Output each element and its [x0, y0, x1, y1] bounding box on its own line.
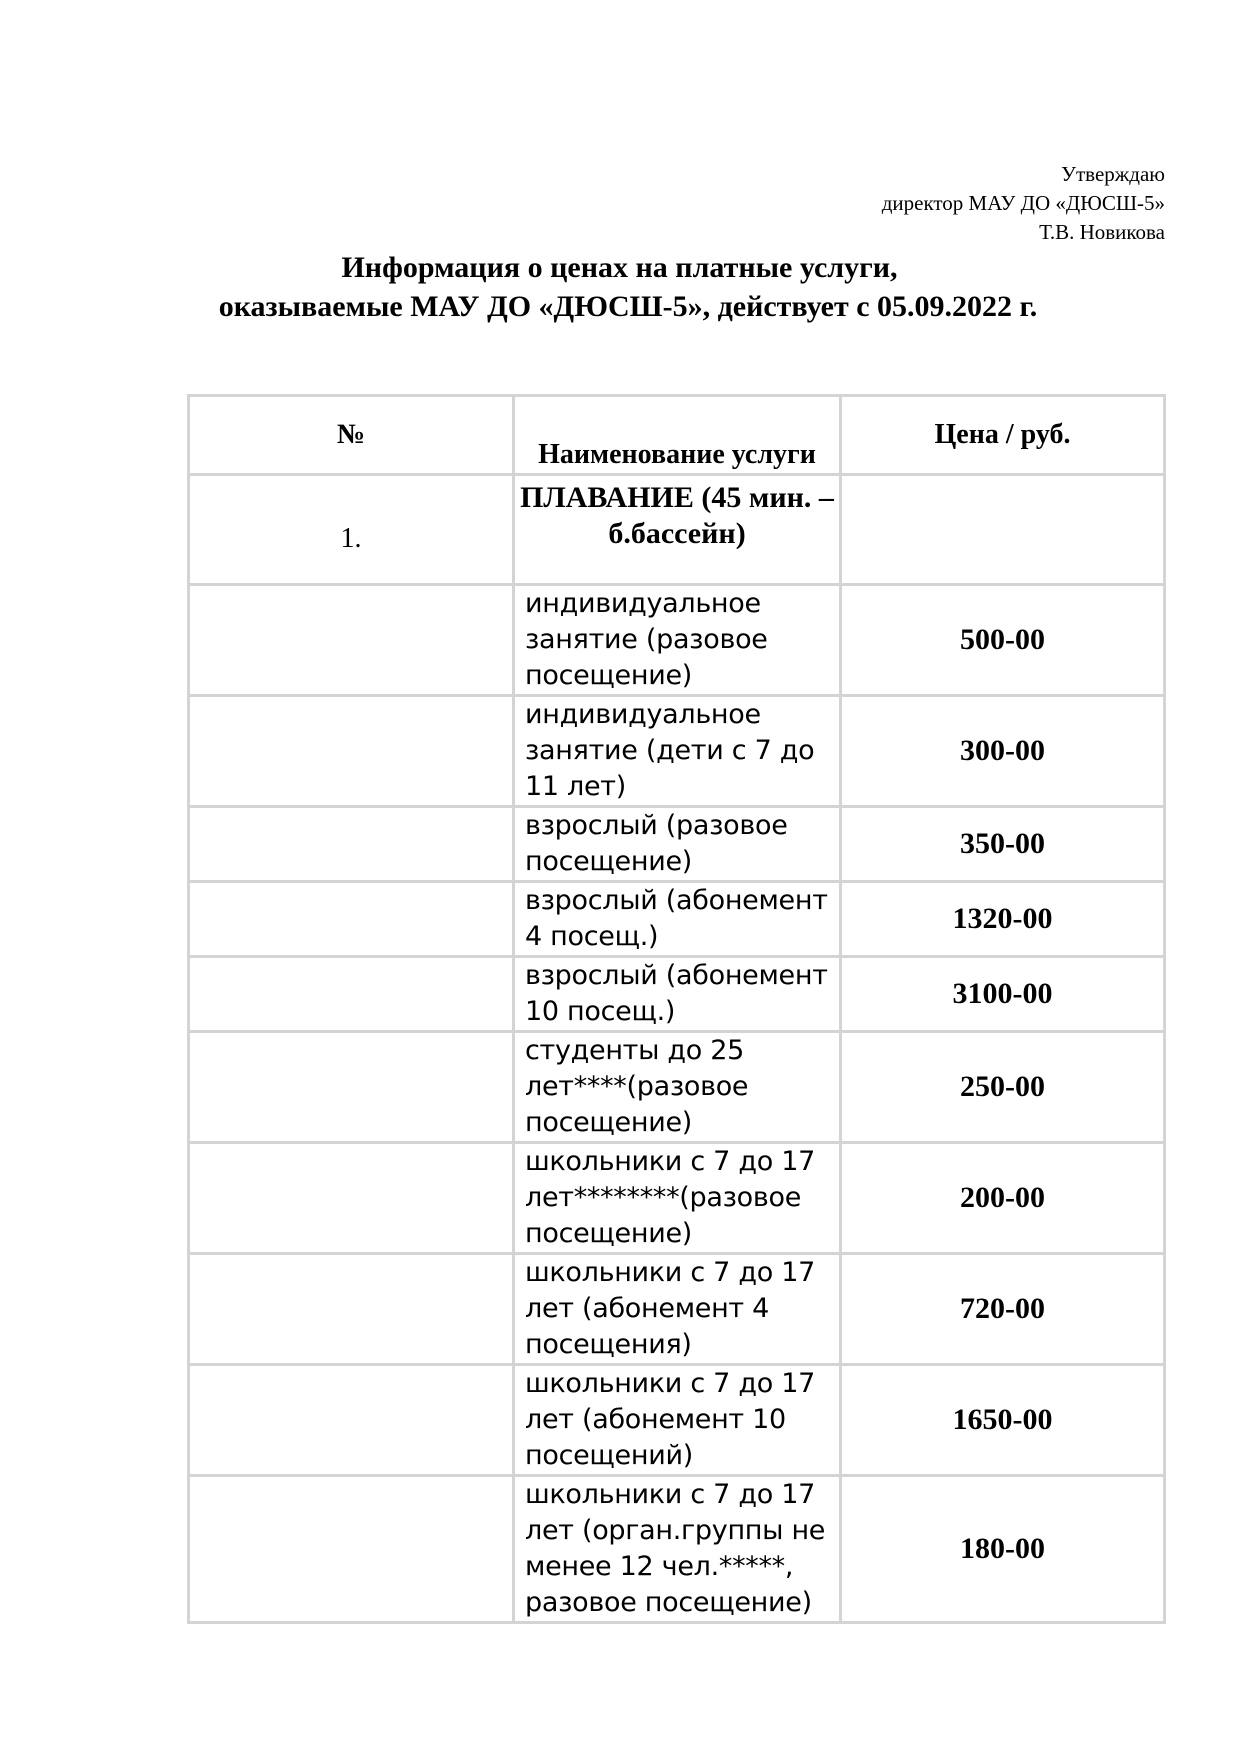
header-price: Цена / руб.	[841, 396, 1165, 475]
table-row	[189, 696, 1165, 807]
row-number-empty	[189, 585, 514, 696]
service-name: индивидуальное занятие (дети с 7 до 11 лет)	[514, 696, 841, 807]
title-line-2: оказываемые МАУ ДО «ДЮСШ-5», действует с 05.09.2022 г.	[218, 290, 1038, 323]
table-row	[189, 1254, 1165, 1365]
service-price: 3100-00	[841, 957, 1165, 1032]
approval-block	[882, 160, 1165, 247]
service-price: 200-00	[841, 1143, 1165, 1254]
service-price: 500-00	[841, 585, 1165, 696]
section-number: 1.	[189, 475, 514, 585]
service-price: 1320-00	[841, 882, 1165, 957]
price-table	[187, 394, 1166, 1624]
row-number-empty	[189, 1365, 514, 1476]
service-price: 350-00	[841, 807, 1165, 882]
service-price: 1650-00	[841, 1365, 1165, 1476]
title-line-1: Информация о ценах на платные услуги,	[341, 251, 898, 284]
table-row	[189, 1032, 1165, 1143]
header-name: Наименование услуги	[514, 396, 841, 475]
service-price: 180-00	[841, 1476, 1165, 1623]
section-price-empty	[841, 475, 1165, 585]
table-header-row	[189, 396, 1165, 475]
row-number-empty	[189, 807, 514, 882]
table-row	[189, 957, 1165, 1032]
row-number-empty	[189, 1032, 514, 1143]
header-number: №	[189, 396, 514, 475]
section-row	[189, 475, 1165, 585]
service-name: взрослый (абонемент 10 посещ.)	[514, 957, 841, 1032]
service-price: 300-00	[841, 696, 1165, 807]
service-price: 250-00	[841, 1032, 1165, 1143]
table-row	[189, 1476, 1165, 1623]
service-name: индивидуальное занятие (разовое посещение)	[514, 585, 841, 696]
service-name: студенты до 25 лет****(разовое посещение)	[514, 1032, 841, 1143]
table-row	[189, 882, 1165, 957]
document-title	[0, 248, 1239, 326]
row-number-empty	[189, 1143, 514, 1254]
approval-label: Утверждаю	[1061, 162, 1165, 186]
row-number-empty	[189, 1254, 514, 1365]
service-price: 720-00	[841, 1254, 1165, 1365]
service-name: школьники с 7 до 17 лет (орган.группы не менее 12 чел.*****, разовое посещение)	[514, 1476, 841, 1623]
service-name: школьники с 7 до 17 лет (абонемент 4 посещения)	[514, 1254, 841, 1365]
row-number-empty	[189, 882, 514, 957]
table-row	[189, 807, 1165, 882]
row-number-empty	[189, 1476, 514, 1623]
section-title: ПЛАВАНИЕ (45 мин. – б.бассейн)	[514, 475, 841, 585]
service-name: взрослый (абонемент 4 посещ.)	[514, 882, 841, 957]
row-number-empty	[189, 957, 514, 1032]
service-name: школьники с 7 до 17 лет********(разовое посещение)	[514, 1143, 841, 1254]
approval-position: директор МАУ ДО «ДЮСШ-5»	[881, 191, 1165, 215]
row-number-empty	[189, 696, 514, 807]
table-row	[189, 585, 1165, 696]
table-row	[189, 1365, 1165, 1476]
table-row	[189, 1143, 1165, 1254]
service-name: школьники с 7 до 17 лет (абонемент 10 посещений)	[514, 1365, 841, 1476]
approval-signatory: Т.В. Новикова	[1039, 220, 1165, 244]
service-name: взрослый (разовое посещение)	[514, 807, 841, 882]
